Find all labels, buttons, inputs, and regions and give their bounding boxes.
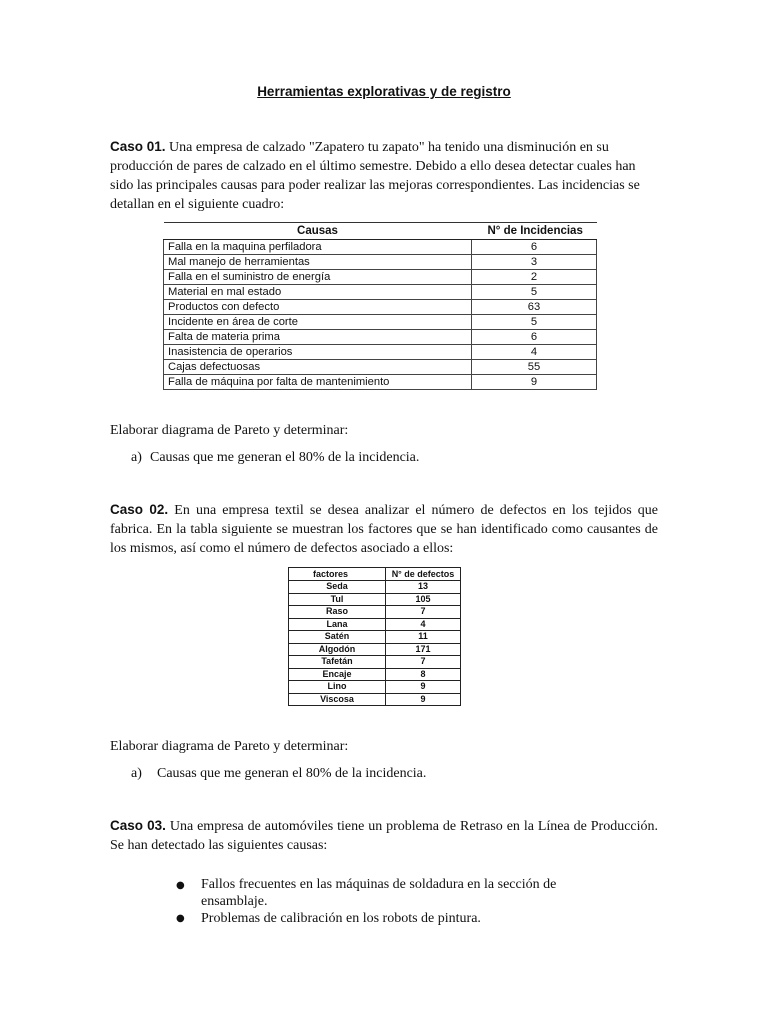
cell-defectos: 105 <box>386 593 461 606</box>
cell-defectos: 9 <box>386 693 461 706</box>
table-row <box>164 360 597 375</box>
cell-causa: Incidente en área de corte <box>164 315 472 330</box>
table-row <box>289 593 461 606</box>
caso2-paragraph <box>110 500 658 558</box>
caso1-paragraph <box>110 137 658 214</box>
caso2-text: En una empresa textil se desea analizar el número de defectos en los tejidos que fabrica. En la tabla siguiente se muestran los factores que se han identificado como causantes de los mismos, así como el número de defectos asociado a ellos: <box>110 503 658 556</box>
cell-factor: Raso <box>289 606 386 619</box>
cell-causa: Inasistencia de operarios <box>164 345 472 360</box>
caso2-table <box>288 567 461 706</box>
bullet-icon: ● <box>176 913 185 924</box>
cell-incidencias: 63 <box>472 300 597 315</box>
table-header-row <box>289 568 461 581</box>
table-row <box>164 300 597 315</box>
caso3-paragraph <box>110 816 658 855</box>
cell-defectos: 7 <box>386 606 461 619</box>
cell-causa: Falla de máquina por falta de mantenimiento <box>164 375 472 390</box>
cell-factor: Tul <box>289 593 386 606</box>
cell-factor: Tafetán <box>289 656 386 669</box>
table-row <box>164 285 597 300</box>
caso2-item-a: Causas que me generan el 80% de la incidencia. <box>157 766 427 781</box>
table-row <box>164 270 597 285</box>
col-header-factores: factores <box>289 568 386 581</box>
table-row <box>164 240 597 255</box>
caso1-item-a-marker: a) <box>131 450 142 465</box>
cell-defectos: 9 <box>386 681 461 694</box>
caso2-label: Caso 02. <box>110 502 169 517</box>
table-row <box>164 375 597 390</box>
table-row <box>289 643 461 656</box>
table-row <box>164 315 597 330</box>
cell-causa: Falla en el suministro de energía <box>164 270 472 285</box>
cell-factor: Lana <box>289 618 386 631</box>
cell-causa: Cajas defectuosas <box>164 360 472 375</box>
cell-factor: Encaje <box>289 668 386 681</box>
col-header-incidencias: N° de Incidencias <box>472 223 597 240</box>
cell-defectos: 7 <box>386 656 461 669</box>
cell-defectos: 4 <box>386 618 461 631</box>
page-title: Herramientas explorativas y de registro <box>257 84 511 99</box>
cell-defectos: 171 <box>386 643 461 656</box>
cell-factor: Seda <box>289 581 386 594</box>
bullet-icon: ● <box>176 880 185 891</box>
table-row <box>289 668 461 681</box>
cell-causa: Falta de materia prima <box>164 330 472 345</box>
cell-incidencias: 5 <box>472 315 597 330</box>
caso2-instruction: Elaborar diagrama de Pareto y determinar: <box>110 739 349 754</box>
table-row <box>164 345 597 360</box>
cell-causa: Mal manejo de herramientas <box>164 255 472 270</box>
cell-defectos: 11 <box>386 631 461 644</box>
cell-incidencias: 6 <box>472 330 597 345</box>
cell-incidencias: 9 <box>472 375 597 390</box>
cell-incidencias: 3 <box>472 255 597 270</box>
table-row <box>289 693 461 706</box>
col-header-defectos: N° de defectos <box>386 568 461 581</box>
cell-factor: Viscosa <box>289 693 386 706</box>
table-row <box>164 255 597 270</box>
col-header-causas: Causas <box>164 223 472 240</box>
table-row <box>289 581 461 594</box>
cell-causa: Material en mal estado <box>164 285 472 300</box>
cell-incidencias: 4 <box>472 345 597 360</box>
cell-incidencias: 5 <box>472 285 597 300</box>
table-row <box>164 330 597 345</box>
table-row <box>289 656 461 669</box>
caso1-table <box>163 222 597 390</box>
caso1-text: Una empresa de calzado "Zapatero tu zapato" ha tenido una disminución en su producción de pares de calzado en el último semestre. Debido a ello desea detectar cuales han sido las principales causas para poder realizar las mejoras correspondientes. Las incidencias se detallan en el siguiente cuadro: <box>110 140 640 212</box>
cell-causa: Falla en la maquina perfiladora <box>164 240 472 255</box>
cell-factor: Lino <box>289 681 386 694</box>
caso1-label: Caso 01. <box>110 139 166 154</box>
caso3-text: Una empresa de automóviles tiene un problema de Retraso en la Línea de Producción. Se han detectado las siguientes causas: <box>110 819 659 853</box>
cell-incidencias: 55 <box>472 360 597 375</box>
cell-factor: Satén <box>289 631 386 644</box>
caso3-bullet-2: Problemas de calibración en los robots de pintura. <box>201 911 481 926</box>
caso1-instruction: Elaborar diagrama de Pareto y determinar: <box>110 423 349 438</box>
table-row <box>289 631 461 644</box>
cell-incidencias: 6 <box>472 240 597 255</box>
table-row <box>289 681 461 694</box>
table-header-row <box>164 223 597 240</box>
cell-causa: Productos con defecto <box>164 300 472 315</box>
caso3-bullet-1: Fallos frecuentes en las máquinas de soldadura en la sección de ensamblaje. <box>201 877 557 909</box>
caso3-label: Caso 03. <box>110 818 166 833</box>
table-row <box>289 606 461 619</box>
table-row <box>289 618 461 631</box>
cell-defectos: 13 <box>386 581 461 594</box>
cell-factor: Algodón <box>289 643 386 656</box>
cell-incidencias: 2 <box>472 270 597 285</box>
caso1-item-a: Causas que me generan el 80% de la incidencia. <box>150 450 420 465</box>
cell-defectos: 8 <box>386 668 461 681</box>
caso2-item-a-marker: a) <box>131 766 142 781</box>
